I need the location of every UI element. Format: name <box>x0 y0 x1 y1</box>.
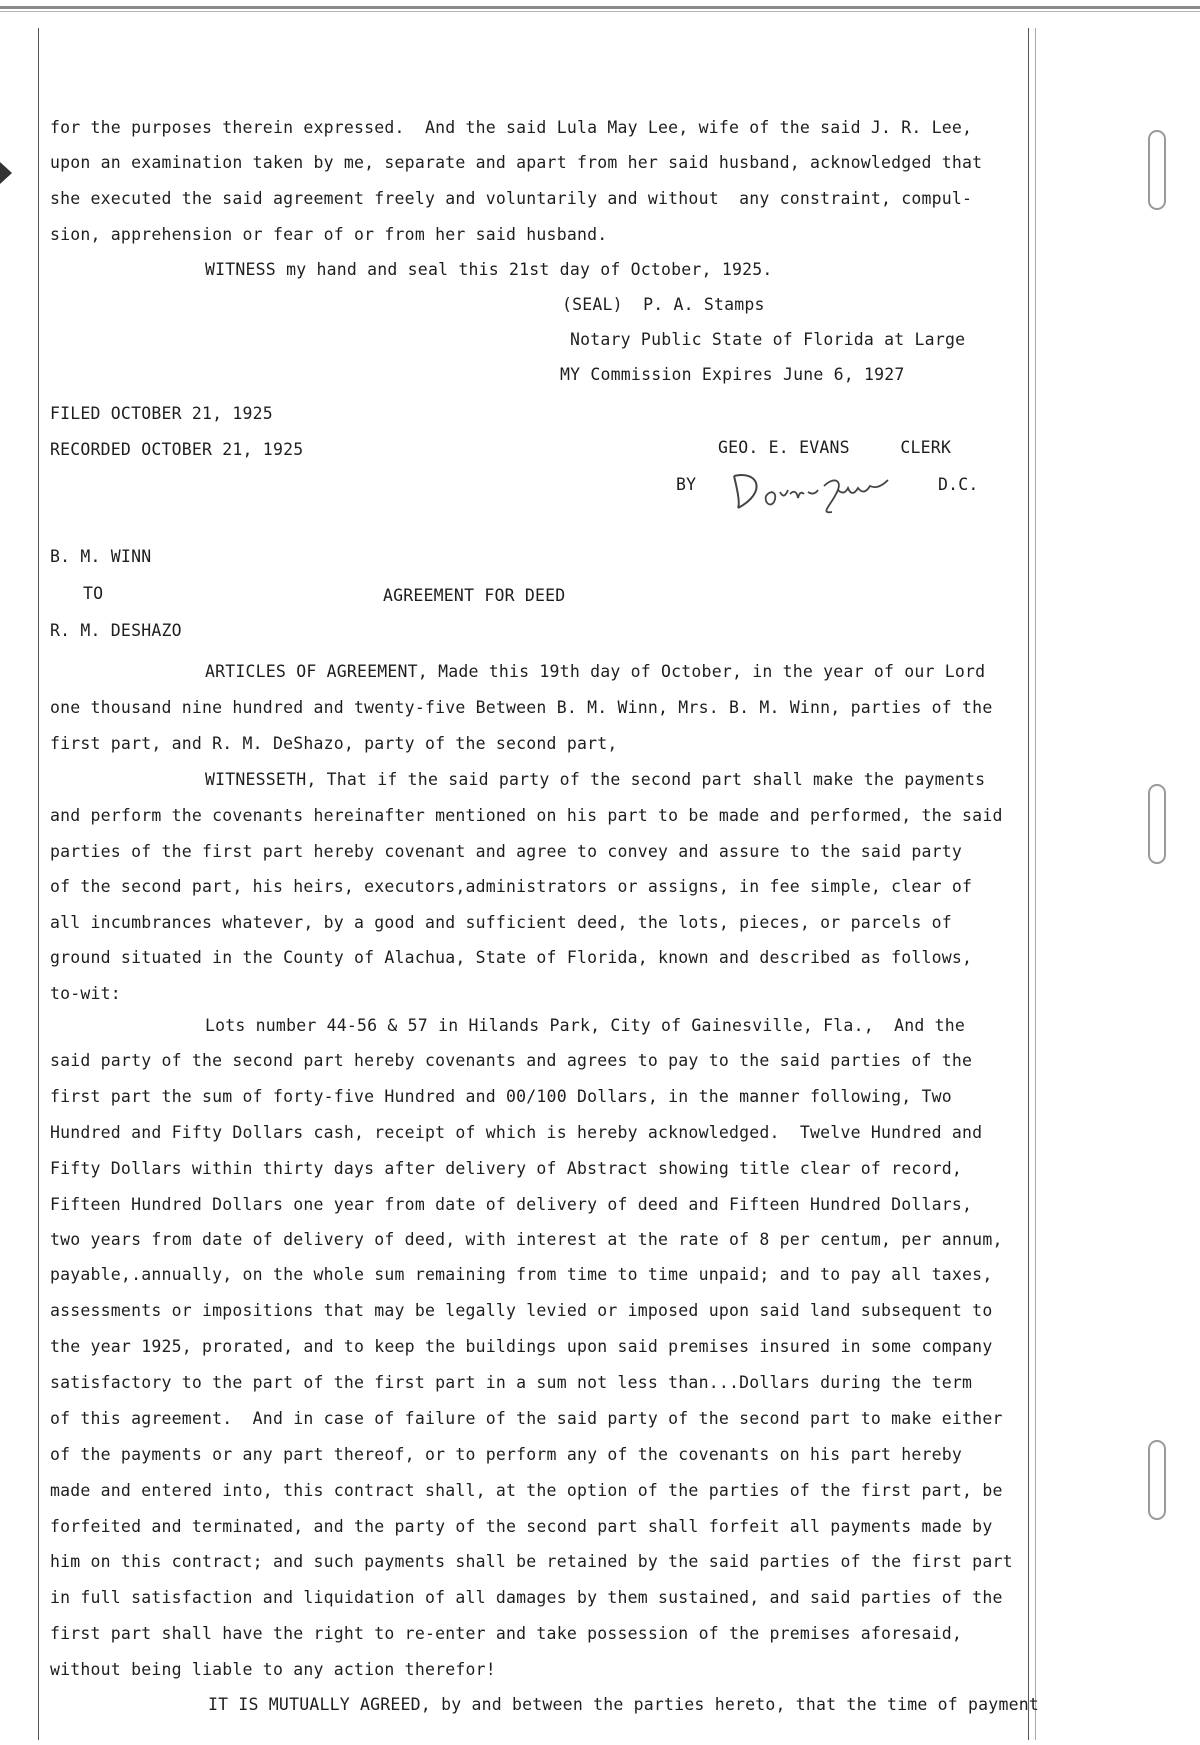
to-label: TO <box>83 584 104 603</box>
ack-line-4: sion, apprehension or fear of or from her said husband. <box>50 225 608 244</box>
articles-line-1: ARTICLES OF AGREEMENT, Made this 19th day of October, in the year of our Lord <box>205 662 986 681</box>
binder-hole-bottom <box>1148 1440 1166 1520</box>
deputy-clerk-label: D.C. <box>938 475 979 494</box>
witnesseth-line-2: and perform the covenants hereinafter mentioned on his part to be made and performed, the said <box>50 806 1003 825</box>
page-top-rule <box>0 6 1200 9</box>
witness-line: WITNESS my hand and seal this 21st day of October, 1925. <box>205 260 773 279</box>
grantor-name: B. M. WINN <box>50 547 152 566</box>
ack-line-2: upon an examination taken by me, separate and apart from her said husband, acknowledged that <box>50 153 983 172</box>
witnesseth-line-6: ground situated in the County of Alachua, State of Florida, known and described as follows, <box>50 948 973 967</box>
filed-date: FILED OCTOBER 21, 1925 <box>50 404 273 423</box>
mutual-agreement-line: IT IS MUTUALLY AGREED, by and between the parties hereto, that the time of payment <box>208 1695 1039 1714</box>
terms-line-3: first part the sum of forty-five Hundred and 00/100 Dollars, in the manner following, Two <box>50 1087 952 1106</box>
terms-line-5: Fifty Dollars within thirty days after delivery of Abstract showing title clear of record, <box>50 1159 963 1178</box>
document-title: AGREEMENT FOR DEED <box>383 586 566 605</box>
page-top-rule-thin <box>0 11 1200 12</box>
terms-line-9: assessments or impositions that may be legally levied or imposed upon said land subsequent to <box>50 1301 993 1320</box>
ack-line-3: she executed the said agreement freely and voluntarily and without any constraint, compul- <box>50 189 973 208</box>
witnesseth-line-7: to-wit: <box>50 984 121 1003</box>
terms-line-7: two years from date of delivery of deed, with interest at the rate of 8 per centum, per annum, <box>50 1230 1003 1249</box>
terms-line-18: first part shall have the right to re-enter and take possession of the premises aforesaid, <box>50 1624 963 1643</box>
notary-line: Notary Public State of Florida at Large <box>570 330 966 349</box>
terms-line-8: payable,.annually, on the whole sum remaining from time to time unpaid; and to pay all taxes, <box>50 1265 993 1284</box>
page-tab-mark <box>0 162 12 184</box>
recorded-date: RECORDED OCTOBER 21, 1925 <box>50 440 304 459</box>
deputy-clerk-signature <box>728 462 918 514</box>
witnesseth-line-4: of the second part, his heirs, executors,administrators or assigns, in fee simple, clear of <box>50 877 973 896</box>
terms-line-11: satisfactory to the part of the first part in a sum not less than...Dollars during the term <box>50 1373 973 1392</box>
binder-hole-middle <box>1148 784 1166 864</box>
terms-line-6: Fifteen Hundred Dollars one year from date of delivery of deed and Fifteen Hundred Dollars, <box>50 1195 973 1214</box>
articles-line-3: first part, and R. M. DeShazo, party of the second part, <box>50 734 618 753</box>
left-margin-line <box>38 28 39 1740</box>
terms-line-4: Hundred and Fifty Dollars cash, receipt of which is hereby acknowledged. Twelve Hundred and <box>50 1123 983 1142</box>
by-label: BY <box>676 475 697 494</box>
right-margin-line <box>1028 28 1029 1740</box>
witnesseth-line-3: parties of the first part hereby covenant and agree to convey and assure to the said party <box>50 842 963 861</box>
clerk-name: GEO. E. EVANS CLERK <box>718 438 952 457</box>
terms-line-19: without being liable to any action therefor! <box>50 1660 496 1679</box>
terms-line-14: made and entered into, this contract shall, at the option of the parties of the first part, be <box>50 1481 1003 1500</box>
binder-hole-top <box>1148 130 1166 210</box>
witnesseth-line-5: all incumbrances whatever, by a good and sufficient deed, the lots, pieces, or parcels of <box>50 913 952 932</box>
terms-line-2: said party of the second part hereby covenants and agrees to pay to the said parties of the <box>50 1051 973 1070</box>
right-margin-line-secondary <box>1035 28 1036 1740</box>
terms-line-1: Lots number 44-56 & 57 in Hilands Park, City of Gainesville, Fla., And the <box>205 1016 966 1035</box>
terms-line-17: in full satisfaction and liquidation of all damages by them sustained, and said parties of the <box>50 1588 1003 1607</box>
terms-line-10: the year 1925, prorated, and to keep the buildings upon said premises insured in some company <box>50 1337 993 1356</box>
terms-line-15: forfeited and terminated, and the party of the second part shall forfeit all payments made by <box>50 1517 993 1536</box>
ack-line-1: for the purposes therein expressed. And the said Lula May Lee, wife of the said J. R. Lee, <box>50 118 973 137</box>
articles-line-2: one thousand nine hundred and twenty-five Between B. M. Winn, Mrs. B. M. Winn, parties of the <box>50 698 993 717</box>
seal-line: (SEAL) P. A. Stamps <box>562 295 765 314</box>
witnesseth-line-1: WITNESSETH, That if the said party of the second part shall make the payments <box>205 770 986 789</box>
terms-line-13: of the payments or any part thereof, or to perform any of the covenants on his part hereby <box>50 1445 963 1464</box>
terms-line-12: of this agreement. And in case of failure of the said party of the second part to make either <box>50 1409 1003 1428</box>
grantee-name: R. M. DESHAZO <box>50 621 182 640</box>
commission-line: MY Commission Expires June 6, 1927 <box>560 365 905 384</box>
terms-line-16: him on this contract; and such payments shall be retained by the said parties of the first part <box>50 1552 1013 1571</box>
